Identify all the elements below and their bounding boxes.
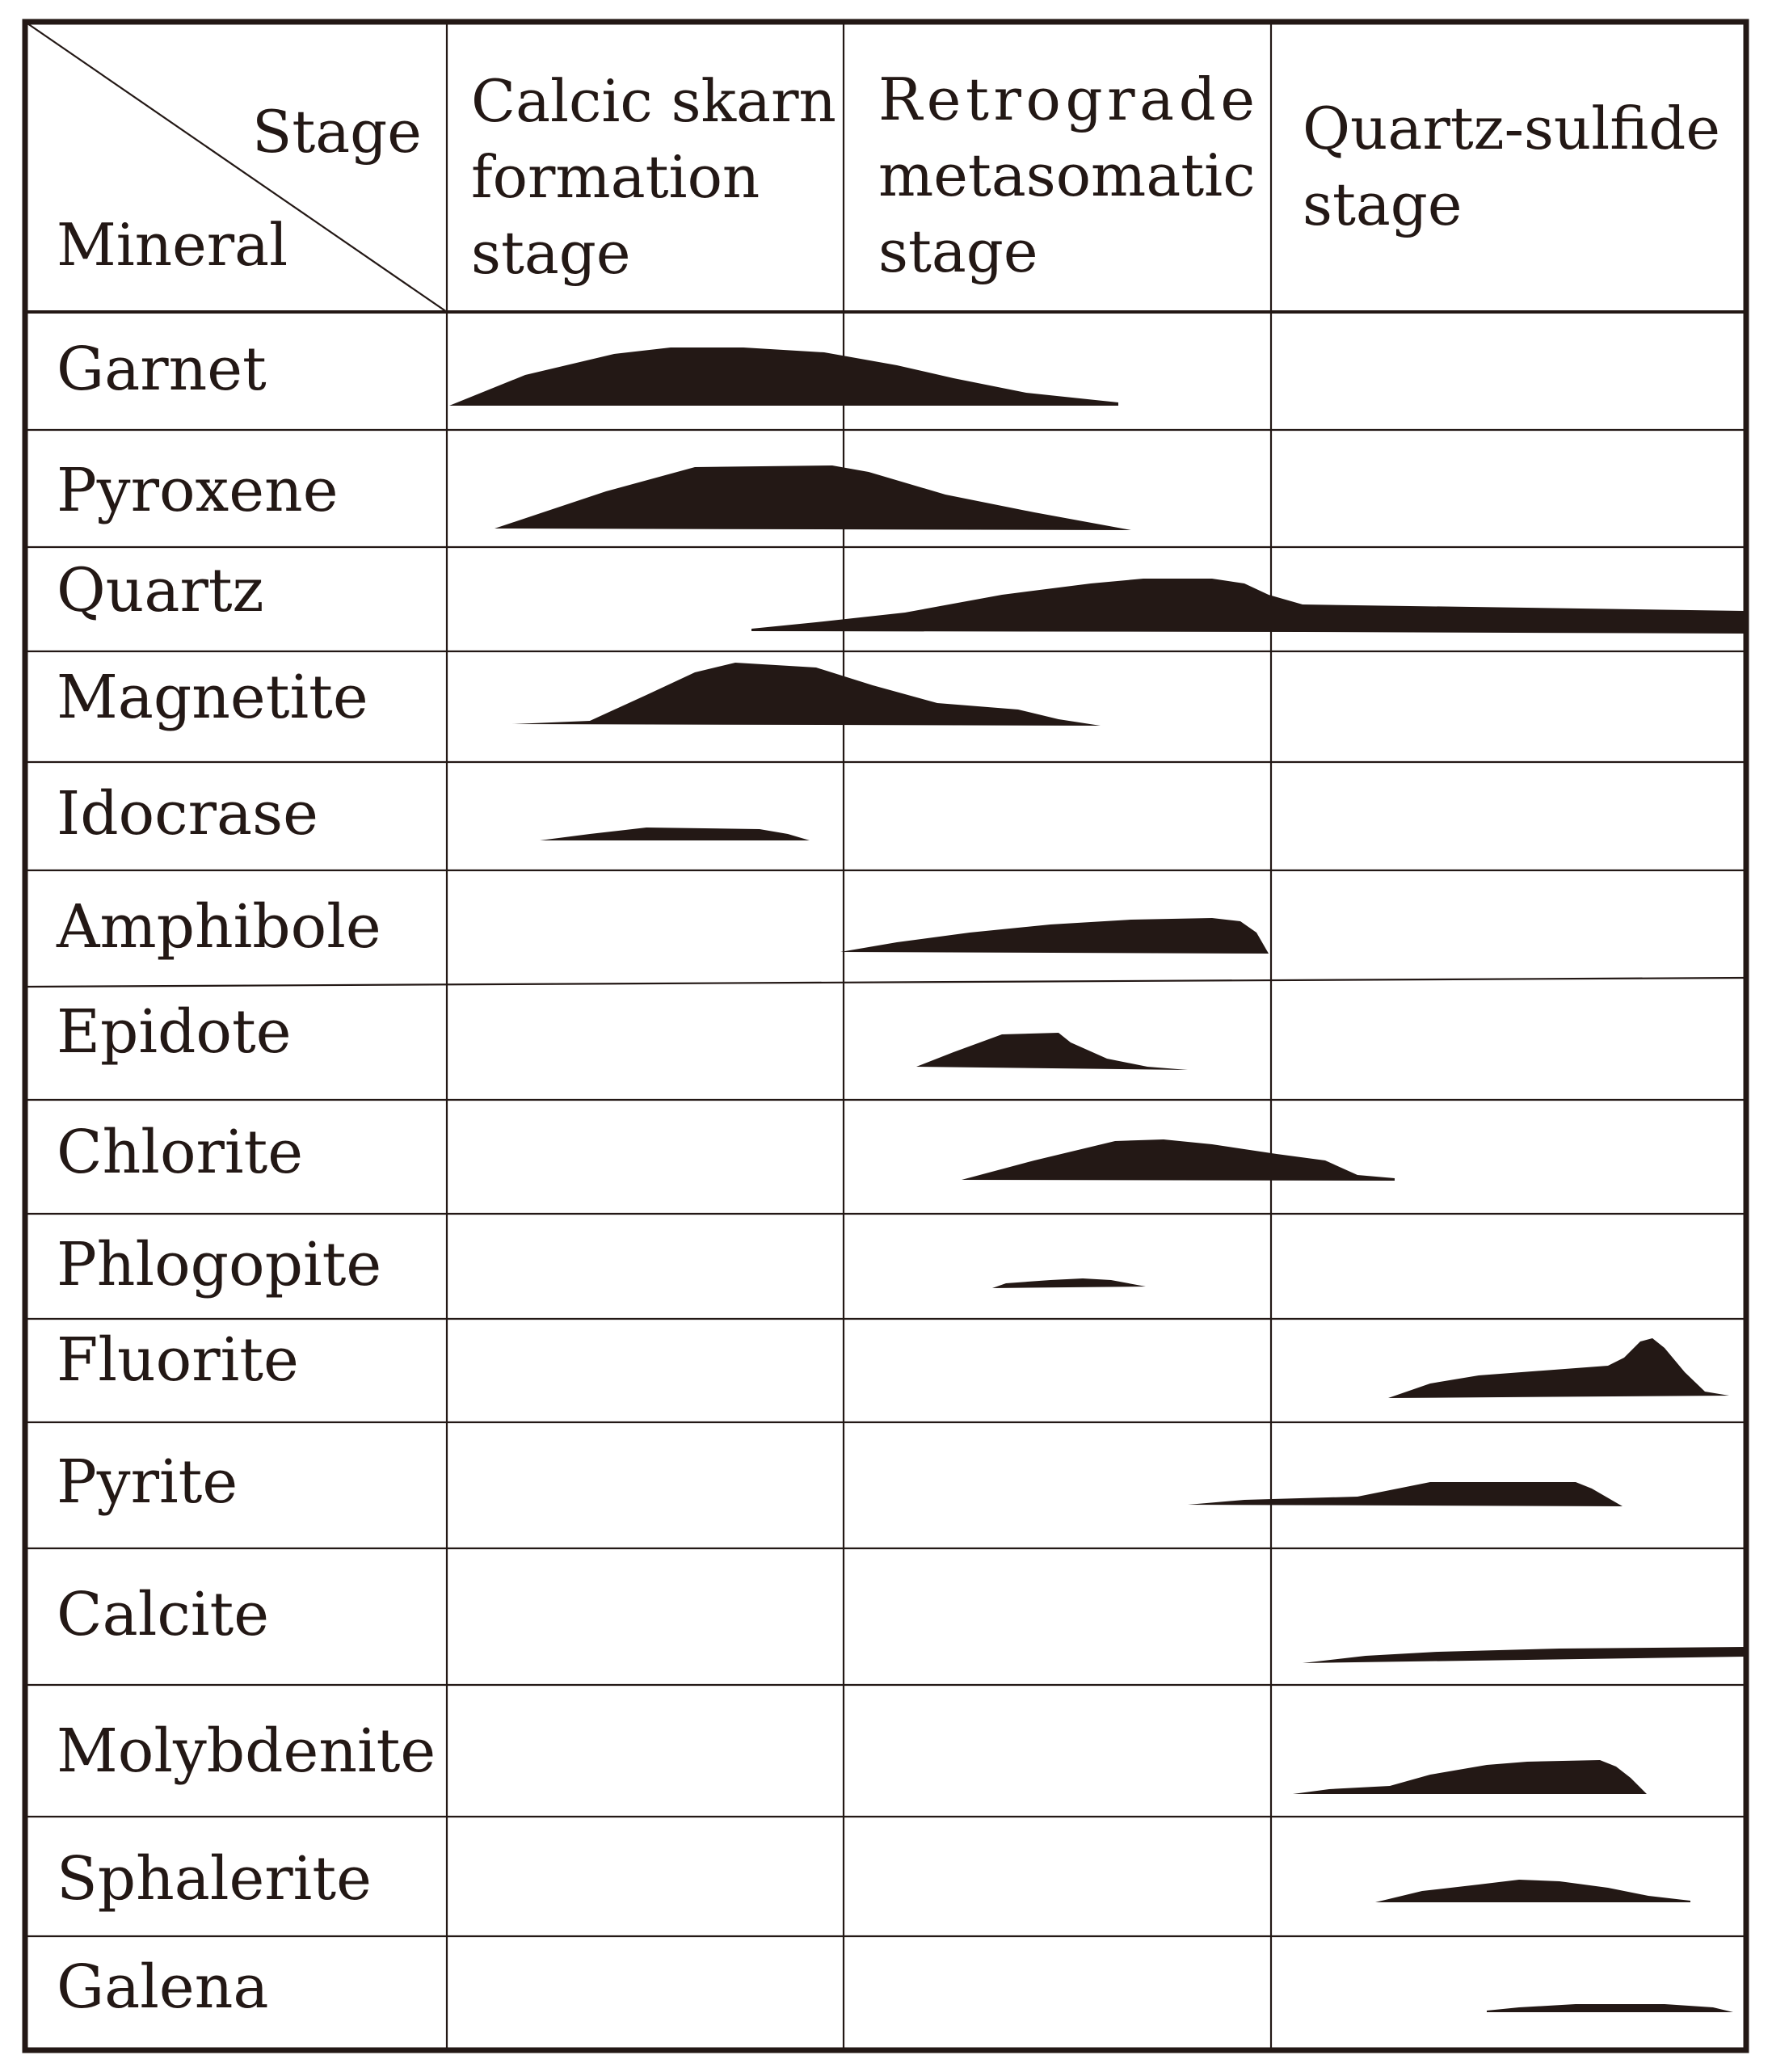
corner-mineral-label: Mineral bbox=[57, 211, 288, 279]
mineral-label-calcite: Calcite bbox=[57, 1580, 270, 1649]
mineral-label-phlogopite: Phlogopite bbox=[57, 1230, 382, 1299]
quartz-abundance-bar bbox=[751, 579, 1745, 634]
galena-abundance-bar bbox=[1487, 2004, 1733, 2012]
epidote-abundance-bar bbox=[916, 1033, 1188, 1070]
calcite-abundance-bar bbox=[1303, 1647, 1745, 1663]
stage-header-quartz-sulfide bbox=[1303, 95, 1720, 238]
phlogopite-abundance-bar bbox=[992, 1278, 1146, 1288]
mineral-label-pyrite: Pyrite bbox=[57, 1447, 238, 1517]
molybdenite-abundance-bar bbox=[1293, 1760, 1647, 1794]
abundance-bars bbox=[449, 347, 1745, 2012]
mineral-labels bbox=[56, 335, 436, 2022]
mineral-label-idocrase: Idocrase bbox=[57, 779, 318, 849]
amphibole-abundance-bar bbox=[840, 918, 1269, 954]
mineral-label-garnet: Garnet bbox=[57, 335, 267, 404]
stage-3-line-1: Quartz-sulfide bbox=[1303, 95, 1721, 162]
pyroxene-abundance-bar bbox=[495, 465, 1131, 530]
mineral-label-sphalerite: Sphalerite bbox=[57, 1844, 372, 1914]
mineral-label-magnetite: Magnetite bbox=[57, 663, 368, 732]
corner-stage-label: Stage bbox=[252, 98, 422, 166]
mineral-label-quartz: Quartz bbox=[57, 556, 264, 625]
mineral-label-pyroxene: Pyroxene bbox=[57, 456, 339, 525]
magnetite-abundance-bar bbox=[512, 663, 1101, 726]
stage-2-line-2: metasomatic bbox=[878, 141, 1256, 209]
garnet-abundance-bar bbox=[449, 347, 1118, 406]
stage-1-line-3: stage bbox=[471, 219, 631, 287]
stage-3-line-2: stage bbox=[1303, 171, 1463, 238]
stage-2-line-1: Retrograde bbox=[878, 65, 1255, 133]
pyrite-abundance-bar bbox=[1188, 1482, 1623, 1506]
stage-header-calcic-skarn bbox=[471, 67, 836, 287]
stage-1-line-1: Calcic skarn bbox=[471, 67, 836, 135]
stage-1-line-2: formation bbox=[471, 143, 760, 211]
idocrase-abundance-bar bbox=[540, 828, 810, 840]
chlorite-abundance-bar bbox=[962, 1139, 1395, 1181]
mineral-label-galena: Galena bbox=[57, 1952, 269, 2022]
mineral-label-fluorite: Fluorite bbox=[57, 1325, 299, 1395]
mineral-label-molybdenite: Molybdenite bbox=[57, 1716, 436, 1786]
mineral-label-epidote: Epidote bbox=[57, 997, 292, 1067]
stage-2-line-3: stage bbox=[878, 217, 1038, 285]
fluorite-abundance-bar bbox=[1388, 1338, 1729, 1398]
mineral-label-amphibole: Amphibole bbox=[57, 892, 381, 962]
sphalerite-abundance-bar bbox=[1375, 1880, 1690, 1902]
stage-header-retrograde-metasomatic bbox=[878, 65, 1256, 285]
mineral-label-chlorite: Chlorite bbox=[57, 1118, 304, 1187]
